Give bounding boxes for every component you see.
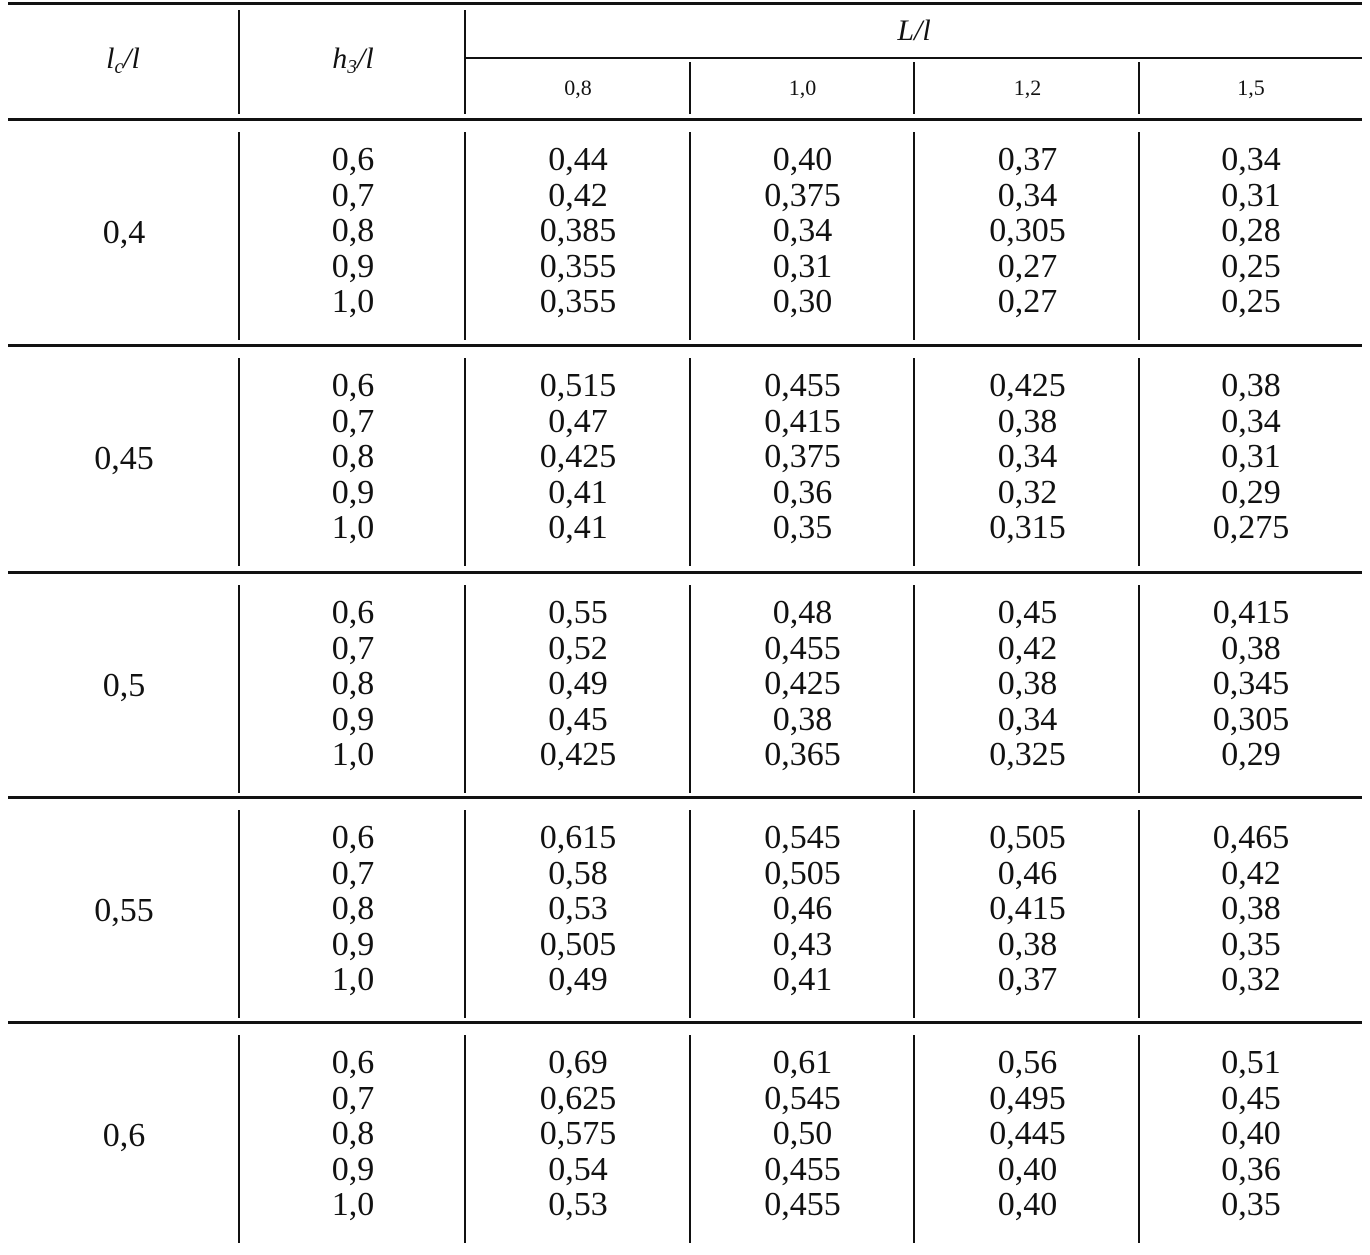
group-coefficient-column: 0,40 0,375 0,34 0,31 0,30 — [764, 141, 841, 321]
group-lc-value: 0,45 — [94, 440, 154, 477]
group-h3-values: 0,6 0,7 0,8 0,9 1,0 — [331, 819, 375, 999]
column-rule — [1138, 358, 1140, 566]
group-coefficient-column: 0,69 0,625 0,575 0,54 0,53 — [539, 1044, 617, 1224]
column-rule — [1138, 585, 1140, 793]
column-rule — [689, 585, 691, 793]
column-rule — [464, 132, 466, 340]
group-coefficient-column: 0,34 0,31 0,28 0,25 0,25 — [1221, 141, 1281, 321]
group-coefficient-column: 0,45 0,42 0,38 0,34 0,325 — [989, 594, 1066, 774]
header-span-ratio: L/l — [897, 14, 931, 47]
column-rule — [689, 810, 691, 1018]
group-coefficient-column: 0,505 0,46 0,415 0,38 0,37 — [989, 819, 1066, 999]
column-rule — [913, 62, 915, 114]
group-lc-value: 0,4 — [102, 214, 146, 251]
column-rule — [689, 132, 691, 340]
column-rule — [238, 132, 240, 340]
group-coefficient-column: 0,515 0,47 0,425 0,41 0,41 — [539, 367, 617, 547]
group-h3-values: 0,6 0,7 0,8 0,9 1,0 — [331, 141, 375, 321]
column-rule — [689, 62, 691, 114]
group-coefficient-column: 0,51 0,45 0,40 0,36 0,35 — [1221, 1044, 1281, 1224]
column-rule — [913, 132, 915, 340]
column-rule — [464, 810, 466, 1018]
group-lc-value: 0,5 — [102, 667, 146, 704]
column-rule — [464, 1035, 466, 1243]
header-lc-ratio — [8, 42, 238, 79]
group-coefficient-column: 0,425 0,38 0,34 0,32 0,315 — [989, 367, 1066, 547]
header-ratio-value: 0,8 — [564, 75, 592, 100]
column-rule — [913, 810, 915, 1018]
header-lc-tail: /l — [123, 42, 140, 75]
group-lc-value: 0,55 — [94, 892, 154, 929]
column-rule — [464, 358, 466, 566]
group-h3-values: 0,6 0,7 0,8 0,9 1,0 — [331, 594, 375, 774]
group-separator-rule — [8, 344, 1362, 347]
group-coefficient-column: 0,48 0,455 0,425 0,38 0,365 — [764, 594, 841, 774]
group-coefficient-column: 0,38 0,34 0,31 0,29 0,275 — [1212, 367, 1290, 547]
header-h3-symbol: h — [332, 42, 348, 75]
column-rule — [689, 358, 691, 566]
column-rule — [238, 810, 240, 1018]
column-rule — [1138, 132, 1140, 340]
column-rule — [238, 10, 240, 114]
column-rule — [689, 1035, 691, 1243]
group-coefficient-column: 0,37 0,34 0,305 0,27 0,27 — [989, 141, 1066, 321]
group-coefficient-column: 0,55 0,52 0,49 0,45 0,425 — [539, 594, 617, 774]
header-sub-rule — [466, 57, 1362, 59]
header-ratio-value: 1,5 — [1237, 75, 1265, 100]
column-rule — [913, 585, 915, 793]
group-h3-values: 0,6 0,7 0,8 0,9 1,0 — [331, 367, 375, 547]
column-rule — [464, 10, 466, 114]
column-rule — [913, 1035, 915, 1243]
group-lc-value: 0,6 — [102, 1117, 146, 1154]
header-ratio-value: 1,2 — [1013, 75, 1042, 100]
group-coefficient-column: 0,415 0,38 0,345 0,305 0,29 — [1212, 594, 1290, 774]
group-coefficient-column: 0,44 0,42 0,385 0,355 0,355 — [539, 141, 617, 321]
group-coefficient-column: 0,56 0,495 0,445 0,40 0,40 — [989, 1044, 1066, 1224]
group-separator-rule — [8, 1021, 1362, 1024]
header-h3-ratio — [240, 42, 466, 79]
header-lc-symbol: l — [106, 42, 115, 75]
table-top-rule — [8, 2, 1362, 5]
column-rule — [1138, 810, 1140, 1018]
group-h3-values: 0,6 0,7 0,8 0,9 1,0 — [331, 1044, 375, 1224]
group-coefficient-column: 0,61 0,545 0,50 0,455 0,455 — [764, 1044, 841, 1224]
group-coefficient-column: 0,545 0,505 0,46 0,43 0,41 — [764, 819, 841, 999]
group-coefficient-column: 0,455 0,415 0,375 0,36 0,35 — [764, 367, 841, 547]
header-h3-tail: /l — [357, 42, 374, 75]
column-rule — [238, 1035, 240, 1243]
group-coefficient-column: 0,615 0,58 0,53 0,505 0,49 — [539, 819, 617, 999]
header-h3-subscript: 3 — [347, 56, 358, 78]
column-rule — [913, 358, 915, 566]
header-lc-subscript: c — [114, 56, 124, 78]
column-rule — [464, 585, 466, 793]
group-separator-rule — [8, 796, 1362, 799]
column-rule — [1138, 1035, 1140, 1243]
header-bottom-rule — [8, 118, 1362, 121]
group-coefficient-column: 0,465 0,42 0,38 0,35 0,32 — [1212, 819, 1290, 999]
column-rule — [238, 585, 240, 793]
header-ratio-value: 1,0 — [788, 75, 817, 100]
group-separator-rule — [8, 571, 1362, 574]
column-rule — [238, 358, 240, 566]
column-rule — [1138, 62, 1140, 114]
